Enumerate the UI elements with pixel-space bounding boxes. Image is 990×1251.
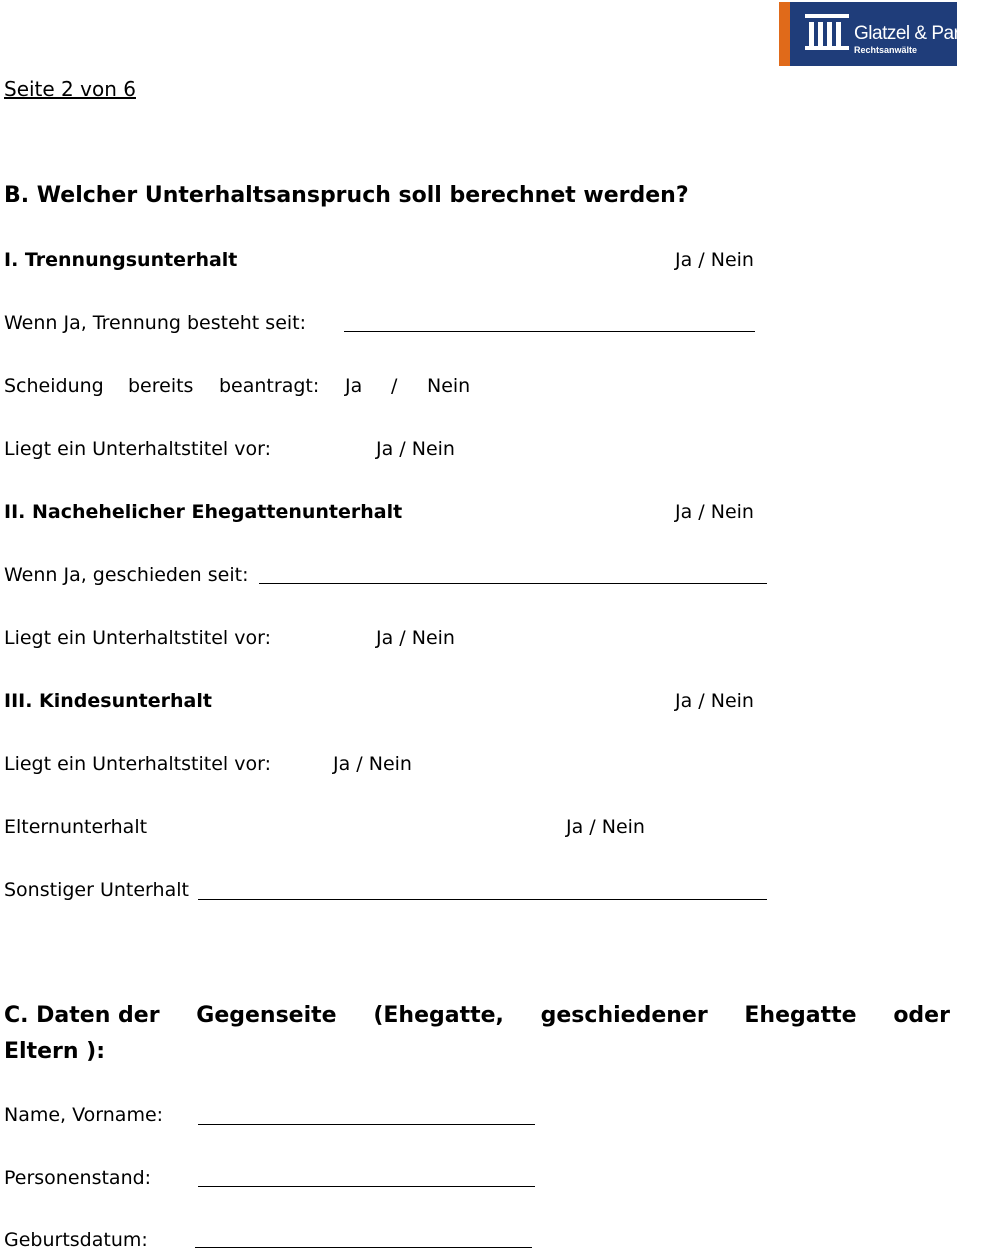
scheidung-word-1: Scheidung — [4, 375, 104, 397]
section-c-heading-word: C. Daten der — [4, 1003, 160, 1028]
elternunterhalt-label: Elternunterhalt — [4, 816, 148, 838]
kindesunterhalt-answer[interactable]: Ja / Nein — [675, 690, 754, 712]
section-c-heading-word: Gegenseite — [196, 1003, 337, 1028]
elternunterhalt-answer[interactable]: Ja / Nein — [566, 816, 645, 838]
page-number: Seite 2 von 6 — [4, 77, 136, 101]
logo-name: Glatzel & Partner — [854, 23, 990, 44]
personenstand-label: Personenstand: — [4, 1167, 152, 1189]
logo-blue-panel — [790, 2, 990, 66]
section-c-heading-word: geschiedener — [540, 1003, 708, 1028]
logo-subtitle: Rechtsanwälte — [854, 45, 918, 55]
geschieden-seit-label: Wenn Ja, geschieden seit: — [4, 564, 249, 586]
section-c-heading — [4, 1003, 950, 1028]
section-c-heading-line2: Eltern ): — [4, 1039, 106, 1064]
trennungsunterhalt-title: I. Trennungsunterhalt — [4, 249, 238, 271]
geburtsdatum-field[interactable] — [195, 1247, 532, 1248]
nachehelicher-answer[interactable]: Ja / Nein — [675, 501, 754, 523]
scheidung-answer-nein[interactable]: Nein — [427, 375, 471, 397]
nachehelicher-titel-answer[interactable]: Ja / Nein — [376, 627, 455, 649]
logo-orange-bar — [779, 2, 790, 66]
scheidung-word-2: bereits — [128, 375, 194, 397]
section-c-heading-word: (Ehegatte, — [373, 1003, 504, 1028]
trennung-titel-answer[interactable]: Ja / Nein — [376, 438, 455, 460]
scheidung-answer-slash: / — [391, 375, 398, 397]
geschieden-seit-field[interactable] — [259, 583, 767, 584]
sonstiger-unterhalt-label: Sonstiger Unterhalt — [4, 879, 189, 901]
logo-emblem-icon — [805, 14, 849, 50]
sonstiger-unterhalt-field[interactable] — [198, 899, 767, 900]
trennung-seit-field[interactable] — [344, 331, 755, 332]
section-c-heading-word: oder — [893, 1003, 950, 1028]
section-c-heading-word: Ehegatte — [744, 1003, 857, 1028]
kindes-titel-answer[interactable]: Ja / Nein — [333, 753, 412, 775]
company-logo — [779, 2, 990, 66]
geburtsdatum-label: Geburtsdatum: — [4, 1229, 148, 1251]
kindesunterhalt-title: III. Kindesunterhalt — [4, 690, 212, 712]
name-vorname-field[interactable] — [198, 1124, 535, 1125]
nachehelicher-title: II. Nachehelicher Ehegattenunterhalt — [4, 501, 403, 523]
trennungsunterhalt-answer[interactable]: Ja / Nein — [675, 249, 754, 271]
scheidung-word-3: beantragt: — [219, 375, 320, 397]
nachehelicher-titel-label: Liegt ein Unterhaltstitel vor: — [4, 627, 271, 649]
trennung-seit-label: Wenn Ja, Trennung besteht seit: — [4, 312, 307, 334]
name-vorname-label: Name, Vorname: — [4, 1104, 164, 1126]
trennung-titel-label: Liegt ein Unterhaltstitel vor: — [4, 438, 271, 460]
scheidung-answer-ja[interactable]: Ja — [345, 375, 363, 397]
section-b-heading: B. Welcher Unterhaltsanspruch soll berechnet werden? — [4, 183, 689, 208]
personenstand-field[interactable] — [198, 1186, 535, 1187]
kindes-titel-label: Liegt ein Unterhaltstitel vor: — [4, 753, 271, 775]
